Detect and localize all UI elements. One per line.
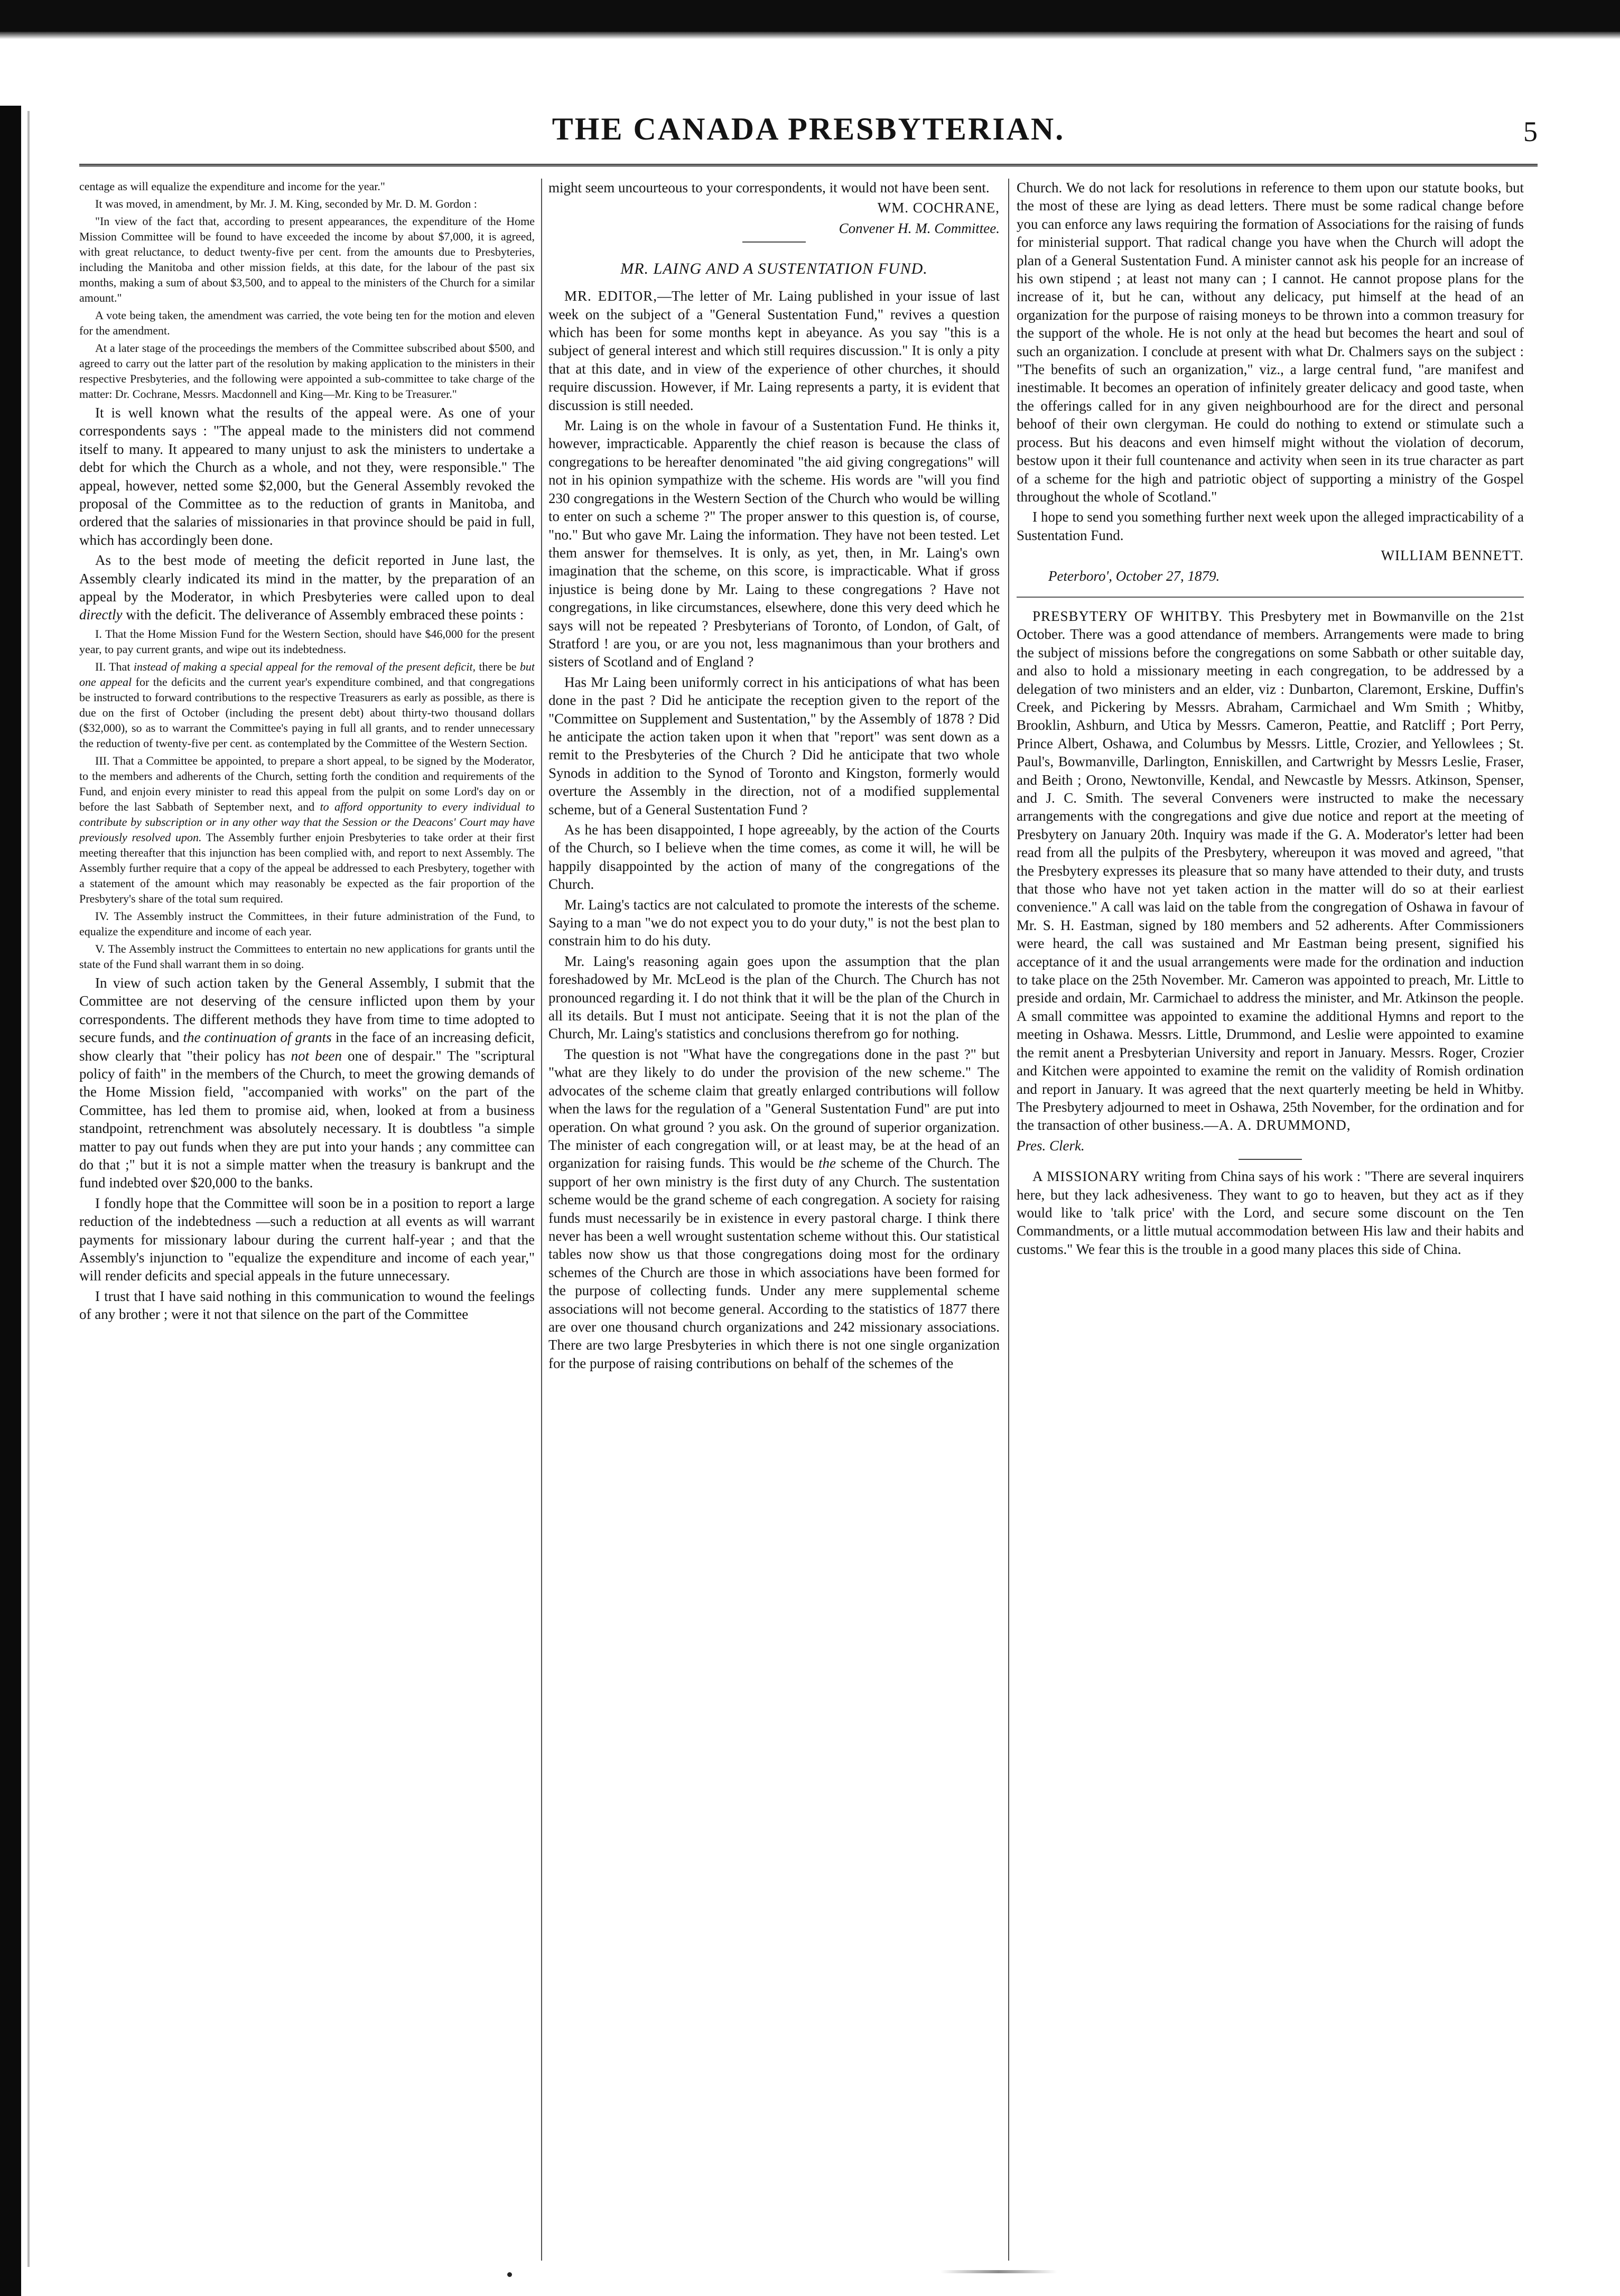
column-3	[1017, 179, 1524, 2261]
paragraph: might seem uncourteous to your correspondents, it would not have been sent.	[548, 180, 990, 196]
column-divider-2	[1008, 179, 1009, 2261]
ink-dot	[507, 2272, 512, 2277]
paragraph: A vote being taken, the amendment was carried, the vote being ten for the motion and eleven for the amendment.	[79, 309, 535, 337]
signature: WM. COCHRANE,	[877, 200, 1000, 216]
paragraph: A MISSIONARY writing from China says of his work : "There are several inquirers here, but they lack adhesiveness. They want to go to heaven, but they act as if they would like to 'talk price' with the Lord, and secure some discount on the Ten Commandments, or a little mutual accommodation between His law and their habits and customs." We fear this is the trouble in a good many places this side of China.	[1017, 1168, 1524, 1257]
resolution-quote: "In view of the fact that, according to present appearances, the expenditure of the Home Mission Committee will be found to have exceeded the income by about $7,000, it is agreed, with great reluctance, to deduct twenty-five per cent. from the amounts due to Presbyteries, including the Manitoba and other mission fields, at this date, for the labour of the past six months, making a sum of about $3,500, and to appeal to the ministers of the Church for a similar amount."	[79, 215, 535, 304]
clerk-title: Pres. Clerk.	[1017, 1137, 1085, 1154]
paragraph: I fondly hope that the Committee will soon be in a position to report a large reduction of the indebtedness —such a reduction at all events as will warrant payments for missionary labour during the current half-year ; and that the Assembly's injunction to "equalize the expenditure and income of each year," will render deficits and special appeals in the future unnecessary.	[79, 1195, 535, 1284]
divider	[742, 241, 806, 243]
paragraph: MR. EDITOR,—The letter of Mr. Laing published in your issue of last week on the subject of a "General Sustentation Fund," revives a question which has been for some months kept in abeyance. As you say "this is a subject of general interest and which still requires discussion." It is only a pity that at this date, and in view of the experience of other churches, it should require discussion. However, if Mr. Laing represents a party, it is evident that discussion is still needed.	[548, 288, 1000, 413]
column-divider-1	[541, 179, 542, 2261]
paragraph: At a later stage of the proceedings the members of the Committee subscribed about $500, and agreed to carry out the latter part of the resolution by making application to the ministers in their respective Presbyteries, and the following were appointed a sub-committee to take charge of the matter: Dr. Cochrane, Messrs. Macdonnell and King—Mr. King to be Treasurer."	[79, 341, 535, 401]
paragraph: The question is not "What have the congregations done in the past ?" but "what are they likely to do under the provision of the new scheme." The advocates of the scheme claim that greatly enlarged contributions will follow when the laws for the regulation of a "General Sustentation Fund" are put into operation. On what ground ? you ask. On the ground of superior organization. The minister of each congregation will, or at least may, be at the head of an organization for raising funds. This would be the scheme of the Church. The support of her own ministry is the first duty of any Church. The sustentation scheme would be the grand scheme of each congregation. A society for raising funds must necessarily be in existence in every pastoral charge. I think there never has been a well wrought sustentation scheme without this. Our statistical tables now show us that those congregations doing most for the ordinary schemes of the Church are those in which associations have been formed for the purpose of collecting funds. Under any mere supplemental scheme associations will not become general. According to the statistics of 1877 there are over one thousand church organizations and 242 missionary associations. There are two large Presbyteries in which there is not one single organization for the purpose of raising contributions on behalf of the schemes of the	[548, 1046, 1000, 1371]
paragraph: Mr. Laing is on the whole in favour of a Sustentation Fund. He thinks it, however, impracticable. Apparently the chief reason is because the class of congregations to be hereafter denominated "the aid giving congregations" will not in his opinion sympathize with the scheme. His words are "will you find 230 congregations in the Western Section of the Church who would be willing to enter on such a scheme ?" The proper answer to this question is, of course, "no." But who gave Mr. Laing the information. They have not been tested. Let them answer for themselves. It is only, as yet, then, in Mr. Laing's own imagination that the scheme, on this score, is impracticable. What if gross injustice is being done by Mr. Laing to these congregations ? Have not congregations, in like circumstances, elsewhere, done this very deed which he says will not be repeated ? Presbyterians of Toronto, of London, of Galt, of Stratford ! are you, or are you not, less magnanimous than your brothers and sisters of Scotland and of England ?	[548, 417, 1000, 670]
paragraph: It is well known what the results of the appeal were. As one of your correspondents says : "The appeal made to the ministers did not commend itself to many. It appeared to many unjust to ask the ministers to undertake a debt for which the Church as a whole, and not they, were responsible." The appeal, however, netted some $2,000, but the General Assembly revoked the proposal of the Committee as to the reduction of grants in Manitoba, and ordered that the salaries of missionaries in that province should be paid in full, which has accordingly been done.	[79, 405, 535, 548]
paragraph: Church. We do not lack for resolutions in reference to them upon our statute books, but the most of these are lying as dead letters. There must be some radical change before you can enforce any laws requiring the formation of Associations for the raising of funds for ministerial support. That radical change you have when the Church will adopt the plan of a General Sustentation Fund. A minister cannot ask his people for an increase of his own stipend ; at least not many can ; I cannot. He cannot propose plans for the increase of it, but he can, without any delicacy, put himself at the head of an organization for the purpose of raising moneys to be thrown into a common treasury for the support of the whole. He is not only at the head but becomes the heart and soul of such an organization. I conclude at present with what Dr. Chalmers says on the subject : "The benefits of such an organization," viz., a large central fund, "are manifest and inestimable. It becomes an operation of infinitely greater delicacy and good taste, when the offerings called for in any given neighbourhood are for the direct and personal behoof of their own clergyman. He could do nothing to extend or stimulate such a process. But his deacons and even himself might without the violation of decorum, bestow upon it their full countenance and activity when seen in its true character as part of a scheme for the high and patriotic object of supporting a ministry of the Gospel throughout the whole of Scotland."	[1017, 180, 1524, 505]
paragraph: As he has been disappointed, I hope agreeably, by the action of the Courts of the Church, so I believe when the time comes, as come it will, he will be happily disappointed by the action of many of the congregations of the Church.	[548, 822, 1000, 893]
scan-margin-line	[27, 111, 30, 2267]
paragraph: Has Mr Laing been uniformly correct in his anticipations of what has been done in the past ? Did he anticipate the reception given to the report of the "Committee on Supplement and Sustentation," by the Assembly of 1878 ? Did he anticipate the action taken upon it when that "report" was sent down as a remit to the Presbyteries of the Church ? Did he anticipate that two whole Synods in addition to the Synod of Toronto and Kingston, formerly would overture the Assembly in the direction, not of a modified supplemental scheme, but of a General Sustentation Fund ?	[548, 674, 1000, 817]
divider	[1017, 597, 1524, 598]
paragraph: Mr. Laing's reasoning again goes upon the assumption that the plan foreshadowed by Mr. McLeod is the plan of the Church. The Church has not pronounced regarding it. I do not think that it will be the plan of the Church in all its details. But I must not anticipate. Seeing that it is not the plan of the Church, Mr. Laing's statistics and conclusions therefrom go for nothing.	[548, 953, 1000, 1042]
dateline: Peterboro', October 27, 1879.	[1048, 568, 1220, 584]
paragraph: I trust that I have said nothing in this communication to wound the feelings of any brother ; were it not that silence on the part of the Committee	[79, 1288, 535, 1323]
paragraph: As to the best mode of meeting the deficit reported in June last, the Assembly clearly indicated its mind in the matter, by the preparation of an appeal by the Moderator, in which Presbyteries were called upon to deal directly with the deficit. The deliverance of Assembly embraced these points :	[79, 552, 535, 623]
column-1	[79, 179, 535, 2261]
paragraph: In view of such action taken by the General Assembly, I submit that the Committee are not deserving of the censure inflicted upon them by your correspondents. The different methods they have from time to time adopted to secure funds, and the continuation of grants in the face of an increasing deficit, show clearly that "their policy has not been one of despair." The "scriptural policy of faith" in the members of the Church, to meet the growing demands of the Home Mission field, "accompanied with works" on the part of the Committee, has led them to promise aid, when, looked at from a business standpoint, retrenchment was absolutely necessary. It is doubtless "a simple matter to pay out funds when they are put into your hands ; any committee can do that ;" but it is not a simple matter when the treasury is bankrupt and the fund indebted over $20,000 to the banks.	[79, 974, 535, 1191]
divider	[1239, 1159, 1302, 1160]
scan-top-border	[0, 0, 1620, 32]
assembly-point-1: I. That the Home Mission Fund for the Western Section, should have $46,000 for the present year, to pay current grants, and wipe out its indebtedness.	[79, 627, 535, 656]
scan-top-shadow	[0, 32, 1620, 39]
running-title: THE CANADA PRESBYTERIAN.	[552, 111, 1065, 146]
assembly-point-5: V. The Assembly instruct the Committees to entertain no new applications for grants until the state of the Fund shall warrant them in so doing.	[79, 942, 535, 971]
paragraph: It was moved, in amendment, by Mr. J. M. King, seconded by Mr. D. M. Gordon :	[95, 197, 477, 210]
paragraph: Mr. Laing's tactics are not calculated to promote the interests of the scheme. Saying to a man "we do not expect you to do your duty," is not the best plan to constrain him to do his duty.	[548, 896, 1000, 949]
paragraph: I hope to send you something further next week upon the alleged impracticability of a Sustentation Fund.	[1017, 509, 1524, 543]
scan-smudge	[941, 2270, 1057, 2273]
assembly-point-4: IV. The Assembly instruct the Committees, in their future administration of the Fund, to equalize the expenditure and income of each year.	[79, 909, 535, 938]
scan-left-border	[0, 106, 21, 2296]
column-2	[548, 179, 1000, 2261]
article-title: MR. LAING AND A SUSTENTATION FUND.	[620, 260, 928, 278]
page-header	[79, 106, 1538, 166]
signature: WILLIAM BENNETT.	[1381, 547, 1524, 564]
assembly-point-3: III. That a Committee be appointed, to prepare a short appeal, to be signed by the Moderator, to the members and adherents of the Church, setting forth the condition and requirements of the Fund, and enjoin every minister to read this appeal from the pulpit on some Lord's day on or before the last Sabbath of September next, and to afford opportunity to every individual to contribute by subscription or in any other way that the Session or the Deacons' Court may have previously resolved upon. The Assembly further enjoin Presbyteries to take order at their first meeting thereafter that this injunction has been complied with, and report to next Assembly. The Assembly further require that a copy of the appeal be addressed to each Presbytery, together with a statement of the amount which may reasonably be expected as the fair proportion of the Presbytery's share of the total sum required.	[79, 754, 535, 905]
page-number: 5	[1523, 116, 1538, 147]
paragraph: PRESBYTERY OF WHITBY. This Presbytery met in Bowmanville on the 21st October. There was a good attendance of members. Arrangements were made to bring the subject of missions before the congregations on some Sabbath or other suitable day, and also to hold a missionary meeting in each congregation, to be addressed by a delegation of two ministers and an elder, viz : Dunbarton, Claremont, Erskine, Duffin's Creek, and Pickering by Messrs. Abraham, Carmichael and Wm Smith ; Whitby, Brooklin, Ashburn, and Utica by Messrs. Cameron, Peattie, and Ratcliff ; Port Perry, Prince Albert, Oshawa, and Columbus by Messrs. Little, Crozier, and Yellowlees ; St. Paul's, Bowmanville, Darlington, Enniskillen, and Cartwright by Messrs Leslie, Fraser, and Beith ; Orono, Newtonville, Kendal, and Newcastle by Messrs. Atkinson, Spenser, and J. C. Smith. The several Conveners were instructed to make the necessary arrangements with the congregations and give due notice and report at the meeting of Presbytery on January 20th. Inquiry was made if the G. A. Moderator's letter had been read from all the pulpits of the Presbytery, whereupon it was moved and agreed, "that the Presbytery expresses its pleasure that so many have attended to their duty, and trusts that those who have not yet taken action in the matter will do so at their earliest convenience." A call was laid on the table from the congregation of Oshawa in favour of Mr. S. H. Eastman, signed by 180 members and 52 adherents. After Commissioners were heard, the call was sustained and Mr Eastman being present, signified his acceptance of it and the usual arrangements were made for the ordination and induction to take place on the 25th November. Mr. Cameron was appointed to preach, Mr. Little to preside and ordain, Mr. Carmichael to address the minister, and Mr. Atkinson the people. A small committee was appointed to examine the additional Hymns and report to the meeting in Oshawa. Messrs. Little, Drummond, and Leslie were appointed to examine the remit anent a Presbyterian University and report in January. Messrs. Roger, Crozier and Kitchen were appointed to examine the remit on the validity of Romish ordination and report in January. It was agreed that the next quarterly meeting be held in Whitby. The Presbytery adjourned to meet in Oshawa, 25th November, for the ordination and for the transaction of other business.—A. A. DRUMMOND,	[1017, 608, 1524, 1133]
signature-role: Convener H. M. Committee.	[839, 220, 1000, 236]
assembly-point-2: II. That instead of making a special appeal for the removal of the present deficit, there be but one appeal for the deficits and the current year's expenditure combined, and that congregations be instructed to forward contributions to the respective Treasurers as early as possible, as there is due on the first of October (including the present debt) about thirty-two thousand dollars ($32,000), so as to warrant the Committee's paying in full all grants, and to render unnecessary the reduction of twenty-five per cent. as contemplated by the Committee of the Western Section.	[79, 659, 535, 750]
paragraph: centage as will equalize the expenditure and income for the year."	[79, 180, 385, 193]
